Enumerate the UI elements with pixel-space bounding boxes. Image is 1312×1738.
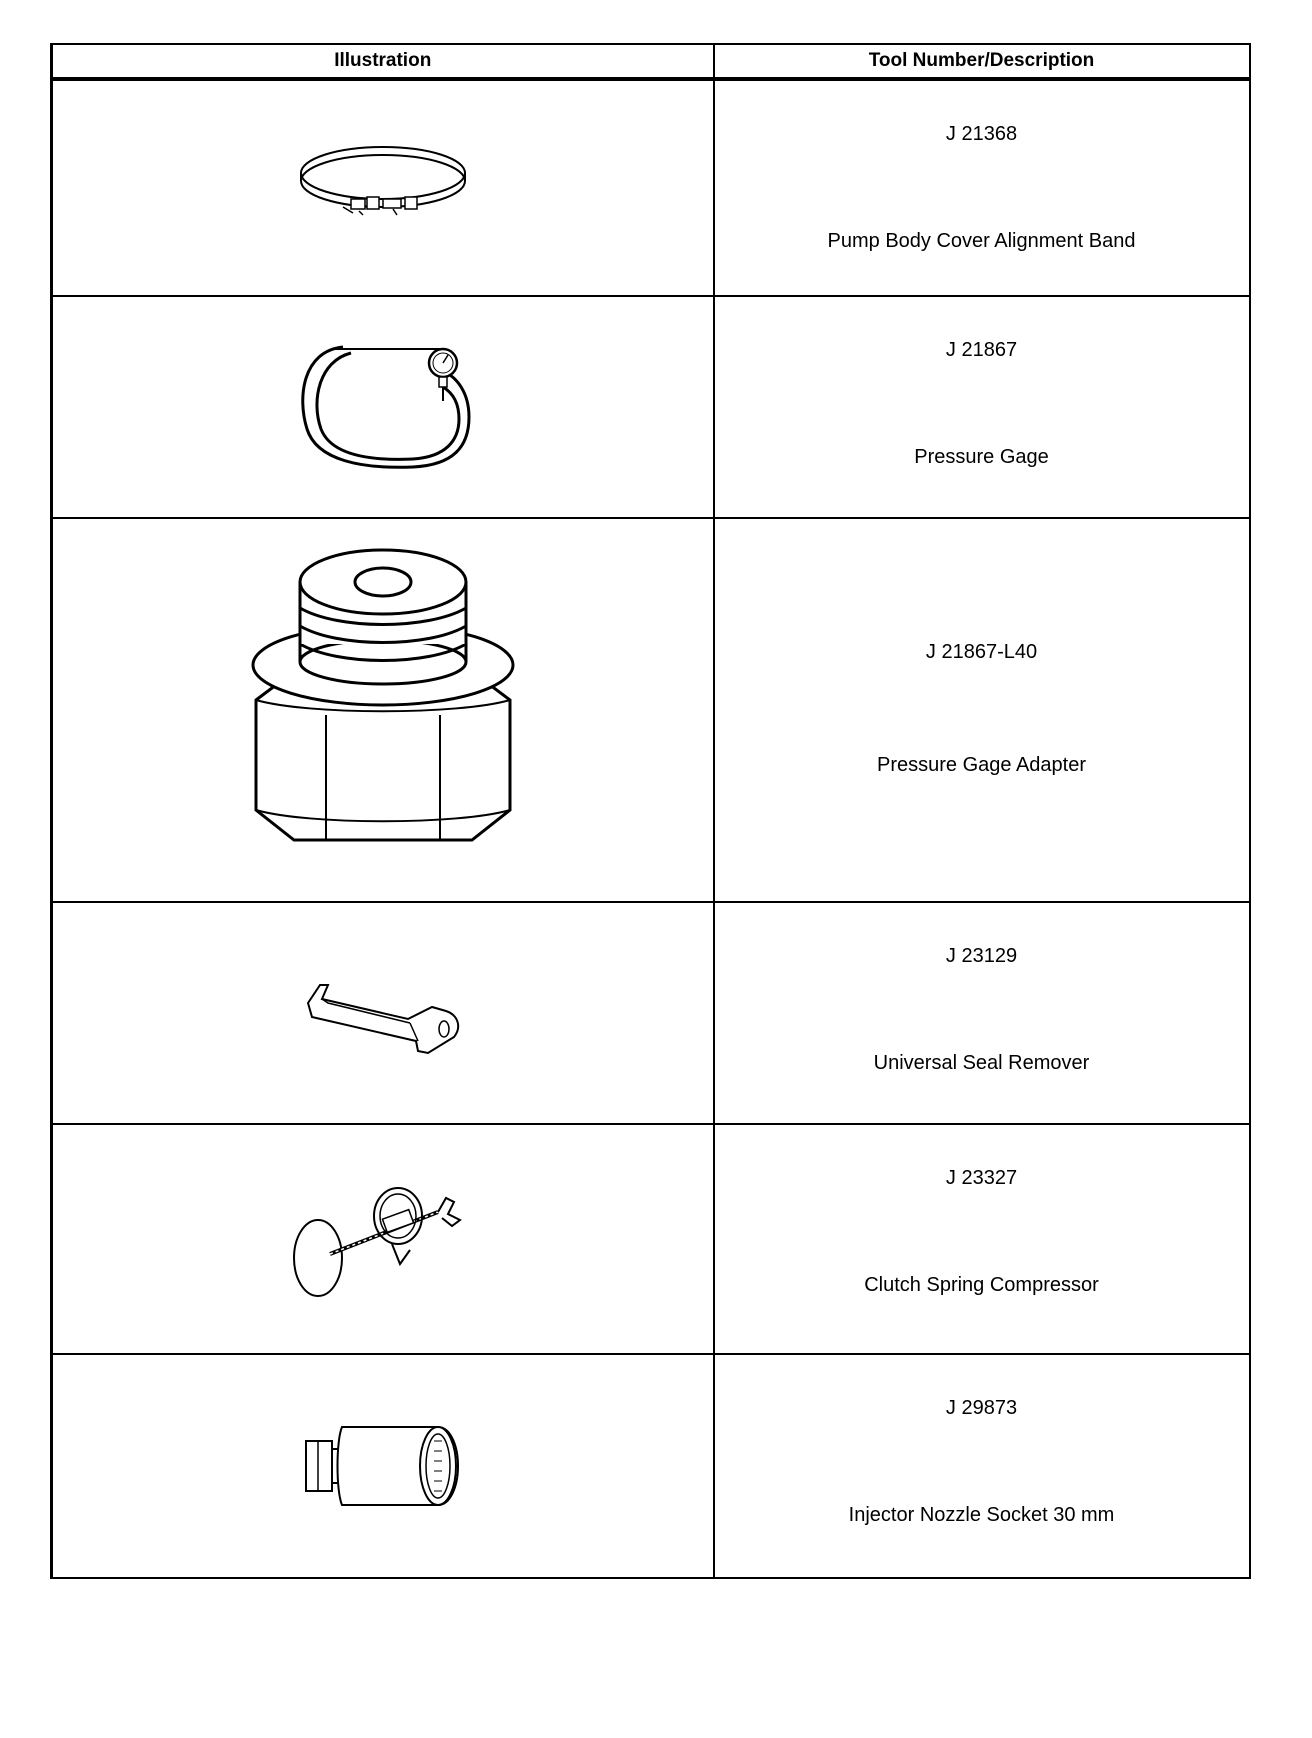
column-header-illustration: Illustration — [52, 44, 714, 79]
illustration-cell — [52, 902, 714, 1124]
gage-adapter-icon — [248, 540, 518, 880]
tool-number: J 21867-L40 — [925, 641, 1038, 663]
tool-description: Pump Body Cover Alignment Band — [827, 230, 1136, 252]
spring-compressor-icon — [288, 1174, 478, 1304]
description-cell — [714, 518, 1250, 902]
tool-description: Clutch Spring Compressor — [864, 1274, 1099, 1296]
tools-table — [50, 43, 1251, 1579]
table-header-row — [52, 44, 1250, 79]
table-row — [52, 1124, 1250, 1354]
table-row — [52, 518, 1250, 902]
nozzle-socket-icon — [298, 1411, 468, 1521]
pressure-gage-icon — [293, 337, 473, 477]
tool-description: Universal Seal Remover — [873, 1052, 1090, 1074]
description-cell — [714, 902, 1250, 1124]
illustration-cell — [52, 296, 714, 518]
seal-remover-icon — [298, 963, 468, 1063]
table-row — [52, 1354, 1250, 1578]
table-row — [52, 79, 1250, 296]
column-header-tool-number: Tool Number/Description — [714, 44, 1250, 79]
alignment-band-icon — [293, 133, 473, 243]
description-cell — [714, 79, 1250, 296]
table-row — [52, 296, 1250, 518]
illustration-cell — [52, 1124, 714, 1354]
tool-number: J 29873 — [945, 1397, 1018, 1419]
description-cell — [714, 1354, 1250, 1578]
tool-description: Pressure Gage — [914, 446, 1049, 468]
description-cell — [714, 1124, 1250, 1354]
tool-number: J 21368 — [945, 123, 1018, 145]
tool-number: J 23129 — [945, 945, 1018, 967]
illustration-cell — [52, 518, 714, 902]
tool-number: J 23327 — [945, 1167, 1018, 1189]
tool-number: J 21867 — [945, 339, 1018, 361]
illustration-cell — [52, 79, 714, 296]
tool-description: Injector Nozzle Socket 30 mm — [848, 1504, 1115, 1526]
description-cell — [714, 296, 1250, 518]
table-row — [52, 902, 1250, 1124]
tool-description: Pressure Gage Adapter — [876, 754, 1086, 776]
illustration-cell — [52, 1354, 714, 1578]
